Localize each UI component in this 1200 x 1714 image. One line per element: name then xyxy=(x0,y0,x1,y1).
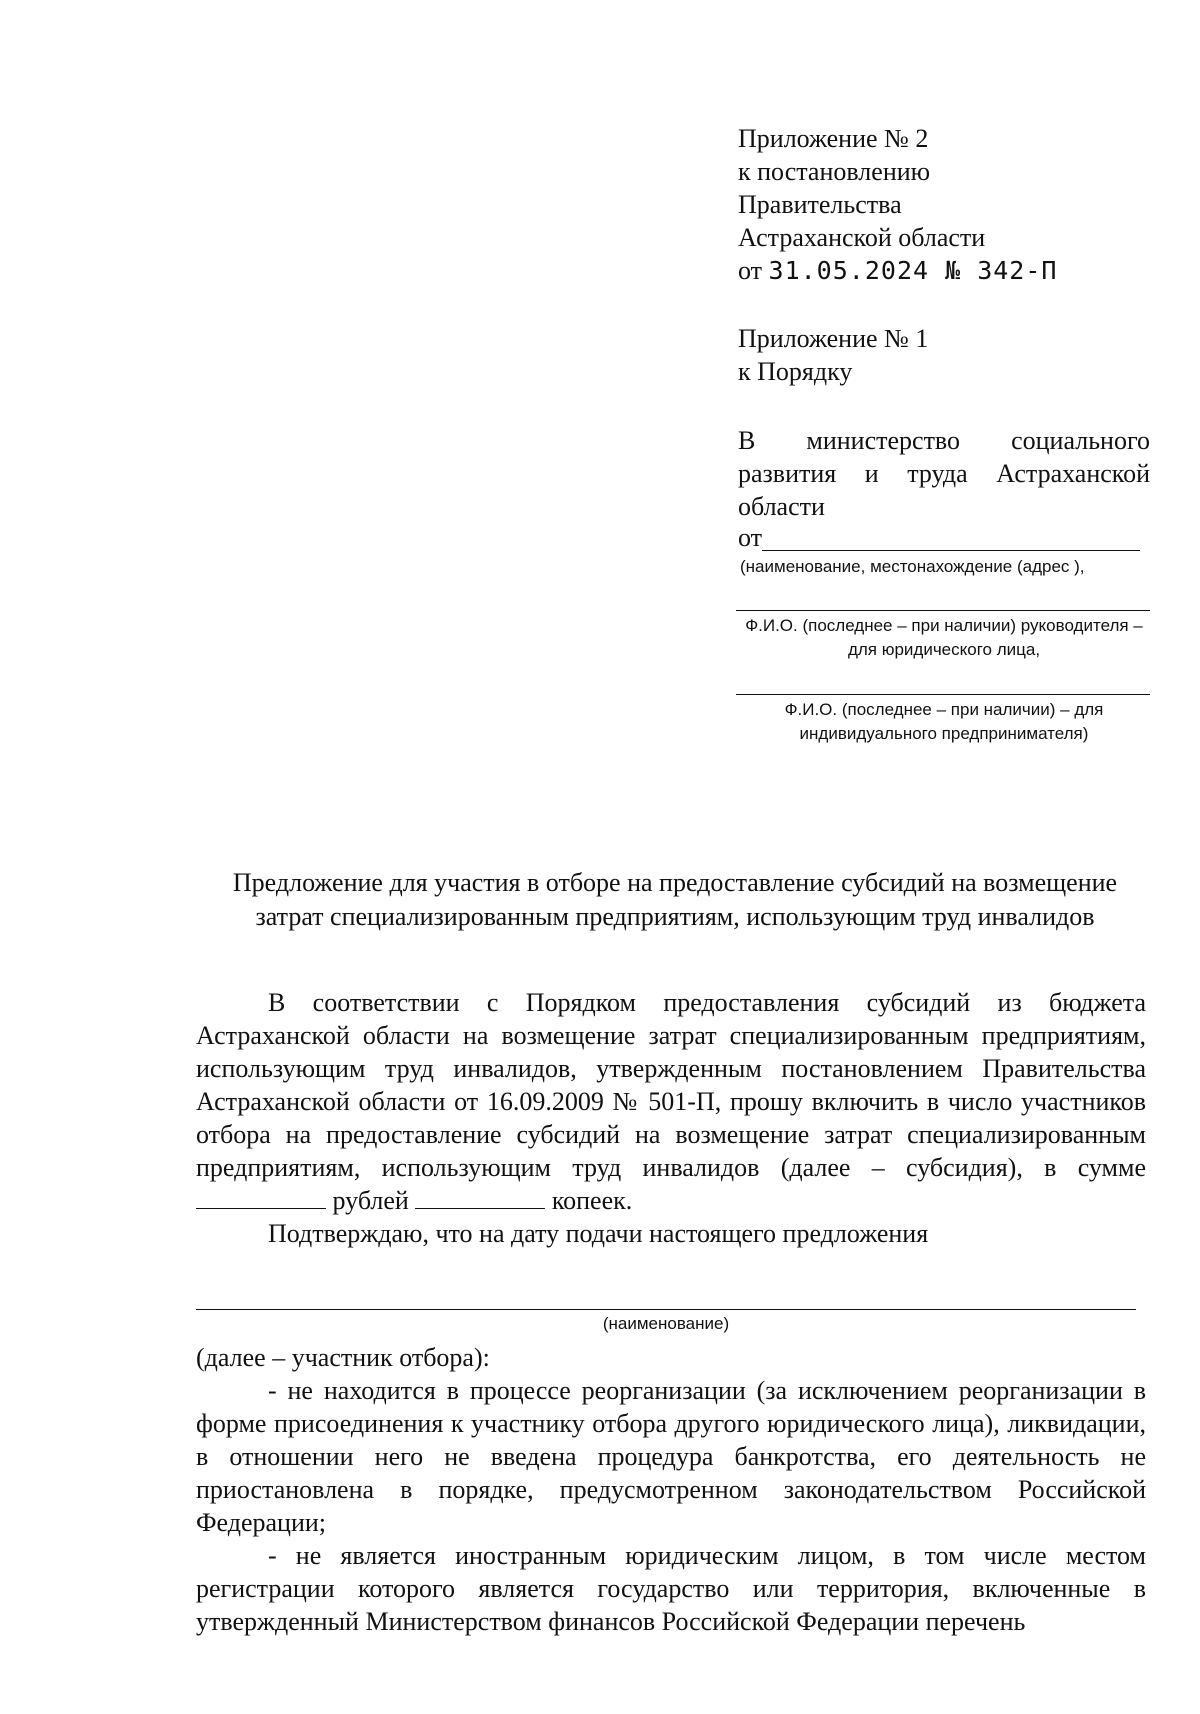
body-paragraph-2: Подтверждаю, что на дату подачи настоящего предложения xyxy=(268,1219,929,1248)
document-body-continued xyxy=(196,1341,1146,1638)
from-label: от xyxy=(738,523,763,552)
header-date-line xyxy=(738,254,1057,287)
from-field xyxy=(738,523,1150,555)
header-line-4: Астраханской области xyxy=(738,223,986,252)
amount-rubles-blank xyxy=(196,1186,326,1209)
participant-name-caption: (наименование) xyxy=(602,1314,730,1333)
from-caption-head-name: Ф.И.О. (последнее – при наличии) руководителя – для юридического лица, xyxy=(745,616,1143,659)
rubles-label: рублей xyxy=(326,1186,416,1215)
head-name-blank-line xyxy=(736,610,1150,611)
condition-item-1: - не находится в процессе реорганизации (за исключением реорганизации в форме присоединения к участнику отбора другого юридического лица), ликвидации, в отношении него не введена процедура банкротства, его деятельность не приостановлена в порядке, предусмотренном законодательством Российской Федерации; xyxy=(196,1376,1146,1537)
header-line-3: Правительства xyxy=(738,190,902,219)
from-caption-entrepreneur-name: Ф.И.О. (последнее – при наличии) – для индивидуального предпринимателя) xyxy=(784,700,1104,743)
document-title: Предложение для участия в отборе на предоставление субсидий на возмещение затрат специализированным предприятиям, использующим труд инвалидов xyxy=(232,868,1118,931)
condition-item-2: - не является иностранным юридическим лицом, в том числе местом регистрации которого является государство или территория, включенные в утвержденный Министерством финансов Российской Федерации перечень xyxy=(196,1541,1146,1636)
paragraph-1-text: В соответствии с Порядком предоставления субсидий из бюджета Астраханской области на возмещение затрат специализированным предприятиям, использующим труд инвалидов, утвержденным постановлением Правительства Астраханской области от 16.09.2009 № 501-П, прошу включить в число участников отбора на предоставление субсидий на возмещение затрат специализированным предприятиям, использующим труд инвалидов (далее – субсидия), в сумме xyxy=(196,988,1146,1182)
amount-kopecks-blank xyxy=(415,1186,545,1209)
participant-name-blank-line xyxy=(196,1309,1136,1310)
kopecks-label: копеек. xyxy=(545,1186,633,1215)
header-line-2: к постановлению xyxy=(738,157,931,186)
annex-reference xyxy=(738,322,928,388)
date-prefix: от xyxy=(738,256,769,285)
from-caption-name-address: (наименование, местонахождение (адрес ), xyxy=(740,557,1085,576)
from-blank-line xyxy=(762,550,1140,551)
annex-line-2: к Порядку xyxy=(738,357,853,386)
date-number-stamp: 31.05.2024 № 342-П xyxy=(768,256,1058,285)
body-paragraph-1 xyxy=(196,986,1146,1217)
entrepreneur-name-blank-line xyxy=(736,694,1150,695)
appendix-header xyxy=(738,122,1057,287)
participant-definition: (далее – участник отбора): xyxy=(196,1343,490,1372)
annex-line-1: Приложение № 1 xyxy=(738,324,929,353)
document-body xyxy=(196,986,1146,1250)
header-line-1: Приложение № 2 xyxy=(738,124,929,153)
addressee-block: В министерство социального развития и труда Астраханской области xyxy=(738,426,1150,521)
